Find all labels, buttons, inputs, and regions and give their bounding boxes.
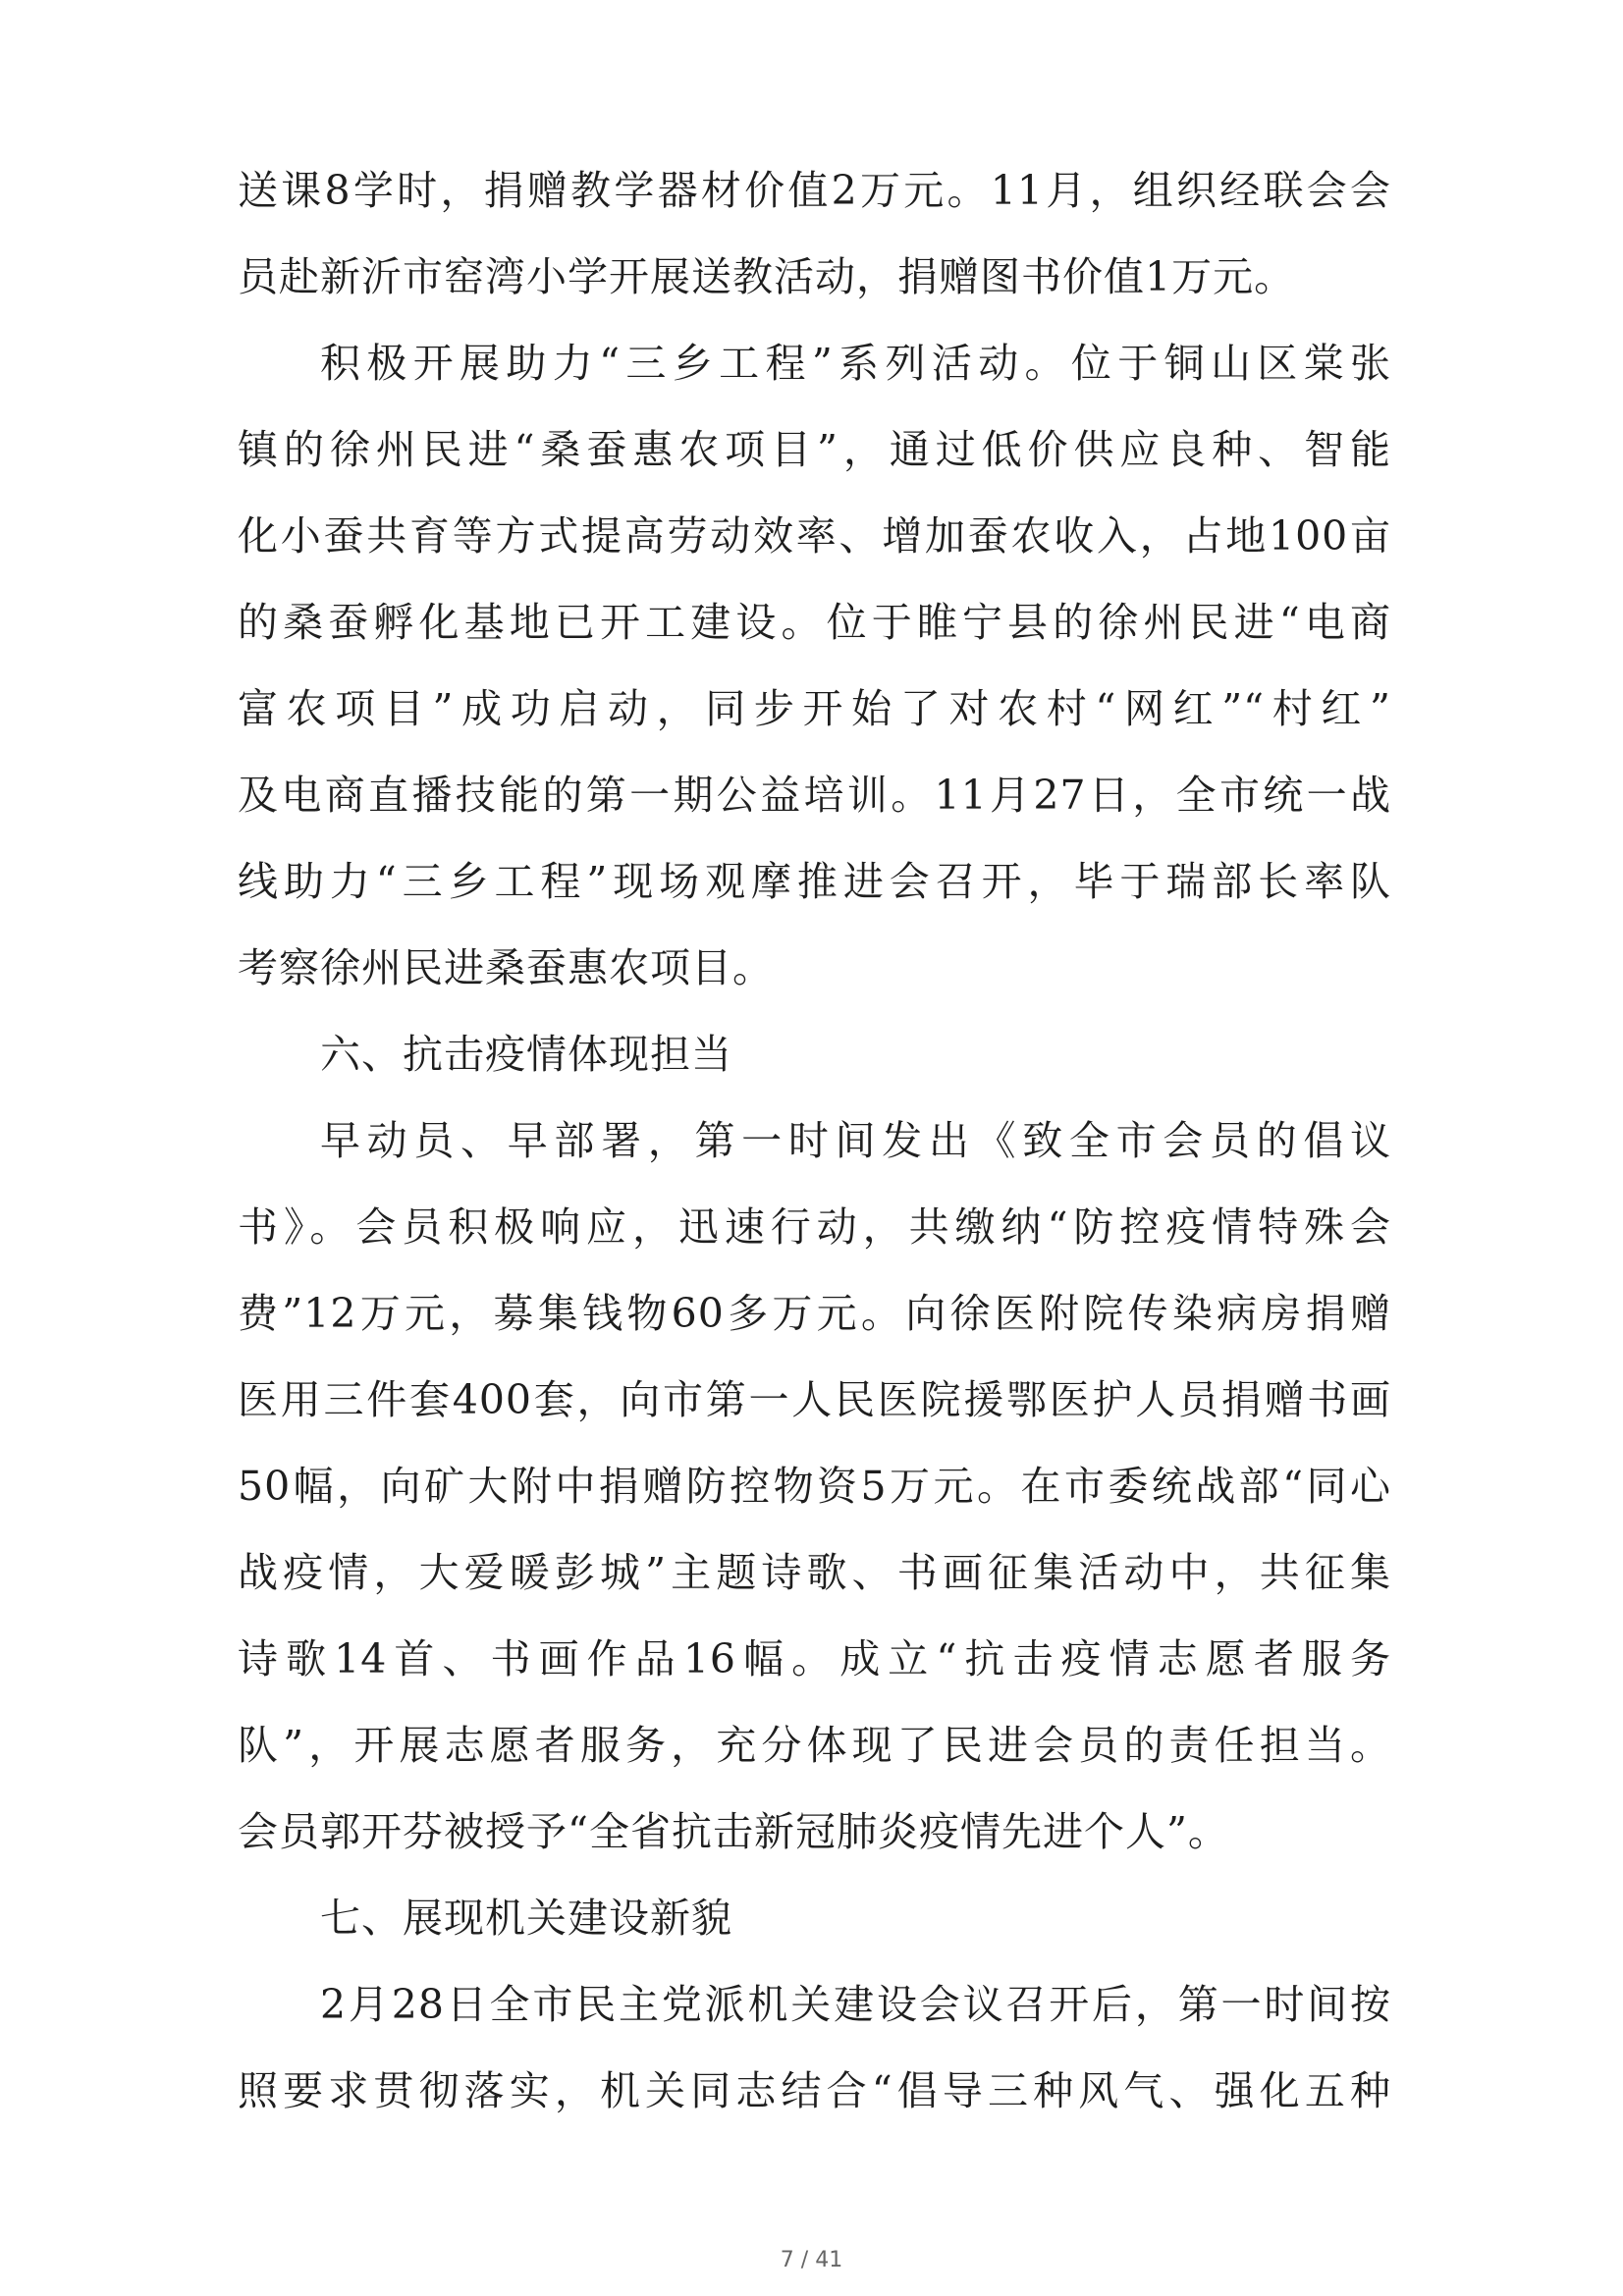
paragraph-line: 化小蚕共育等方式提高劳动效率、增加蚕农收入，占地100亩 [238, 512, 1391, 560]
paragraph-line: 会员郭开芬被授予“全省抗击新冠肺炎疫情先进个人”。 [238, 1808, 1229, 1855]
paragraph-line: 考察徐州民进桑蚕惠农项目。 [238, 944, 774, 991]
paragraph-line: 照要求贯彻落实，机关同志结合“倡导三种风气、强化五种 [238, 2067, 1391, 2114]
paragraph-line: 的桑蚕孵化基地已开工建设。位于睢宁县的徐州民进“电商 [238, 599, 1391, 646]
paragraph-line: 费”12万元，募集钱物60多万元。向徐医附院传染病房捐赠 [238, 1290, 1391, 1337]
section-heading: 七、展现机关建设新貌 [320, 1895, 732, 1942]
document-body [238, 147, 1391, 2134]
paragraph-line: 早动员、早部署，第一时间发出《致全市会员的倡议 [320, 1117, 1391, 1164]
paragraph-line: 积极开展助力“三乡工程”系列活动。位于铜山区棠张 [320, 340, 1391, 387]
paragraph-line: 医用三件套400套，向市第一人民医院援鄂医护人员捐赠书画 [238, 1376, 1391, 1423]
paragraph-line: 50幅，向矿大附中捐赠防控物资5万元。在市委统战部“同心 [238, 1463, 1391, 1510]
section-heading: 六、抗击疫情体现担当 [320, 1031, 732, 1078]
paragraph-line: 送课8学时，捐赠教学器材价值2万元。11月，组织经联会会 [238, 167, 1391, 214]
paragraph-line: 富农项目”成功启动，同步开始了对农村“网红”“村红” [238, 685, 1391, 732]
paragraph-line: 员赴新沂市窑湾小学开展送教活动，捐赠图书价值1万元。 [238, 253, 1296, 300]
paragraph-line: 2月28日全市民主党派机关建设会议召开后，第一时间按 [320, 1981, 1391, 2028]
paragraph-line: 及电商直播技能的第一期公益培训。11月27日，全市统一战 [238, 772, 1391, 819]
page-number: 7 / 41 [780, 2248, 843, 2272]
paragraph-line: 战疫情，大爱暖彭城”主题诗歌、书画征集活动中，共征集 [238, 1549, 1391, 1596]
paragraph-line: 队”，开展志愿者服务，充分体现了民进会员的责任担当。 [238, 1722, 1391, 1769]
paragraph-line: 书》。会员积极响应，迅速行动，共缴纳“防控疫情特殊会 [238, 1203, 1391, 1251]
paragraph-line: 诗歌14首、书画作品16幅。成立“抗击疫情志愿者服务 [238, 1635, 1391, 1682]
paragraph-line: 线助力“三乡工程”现场观摩推进会召开，毕于瑞部长率队 [238, 858, 1391, 905]
paragraph-line: 镇的徐州民进“桑蚕惠农项目”，通过低价供应良种、智能 [238, 426, 1391, 473]
